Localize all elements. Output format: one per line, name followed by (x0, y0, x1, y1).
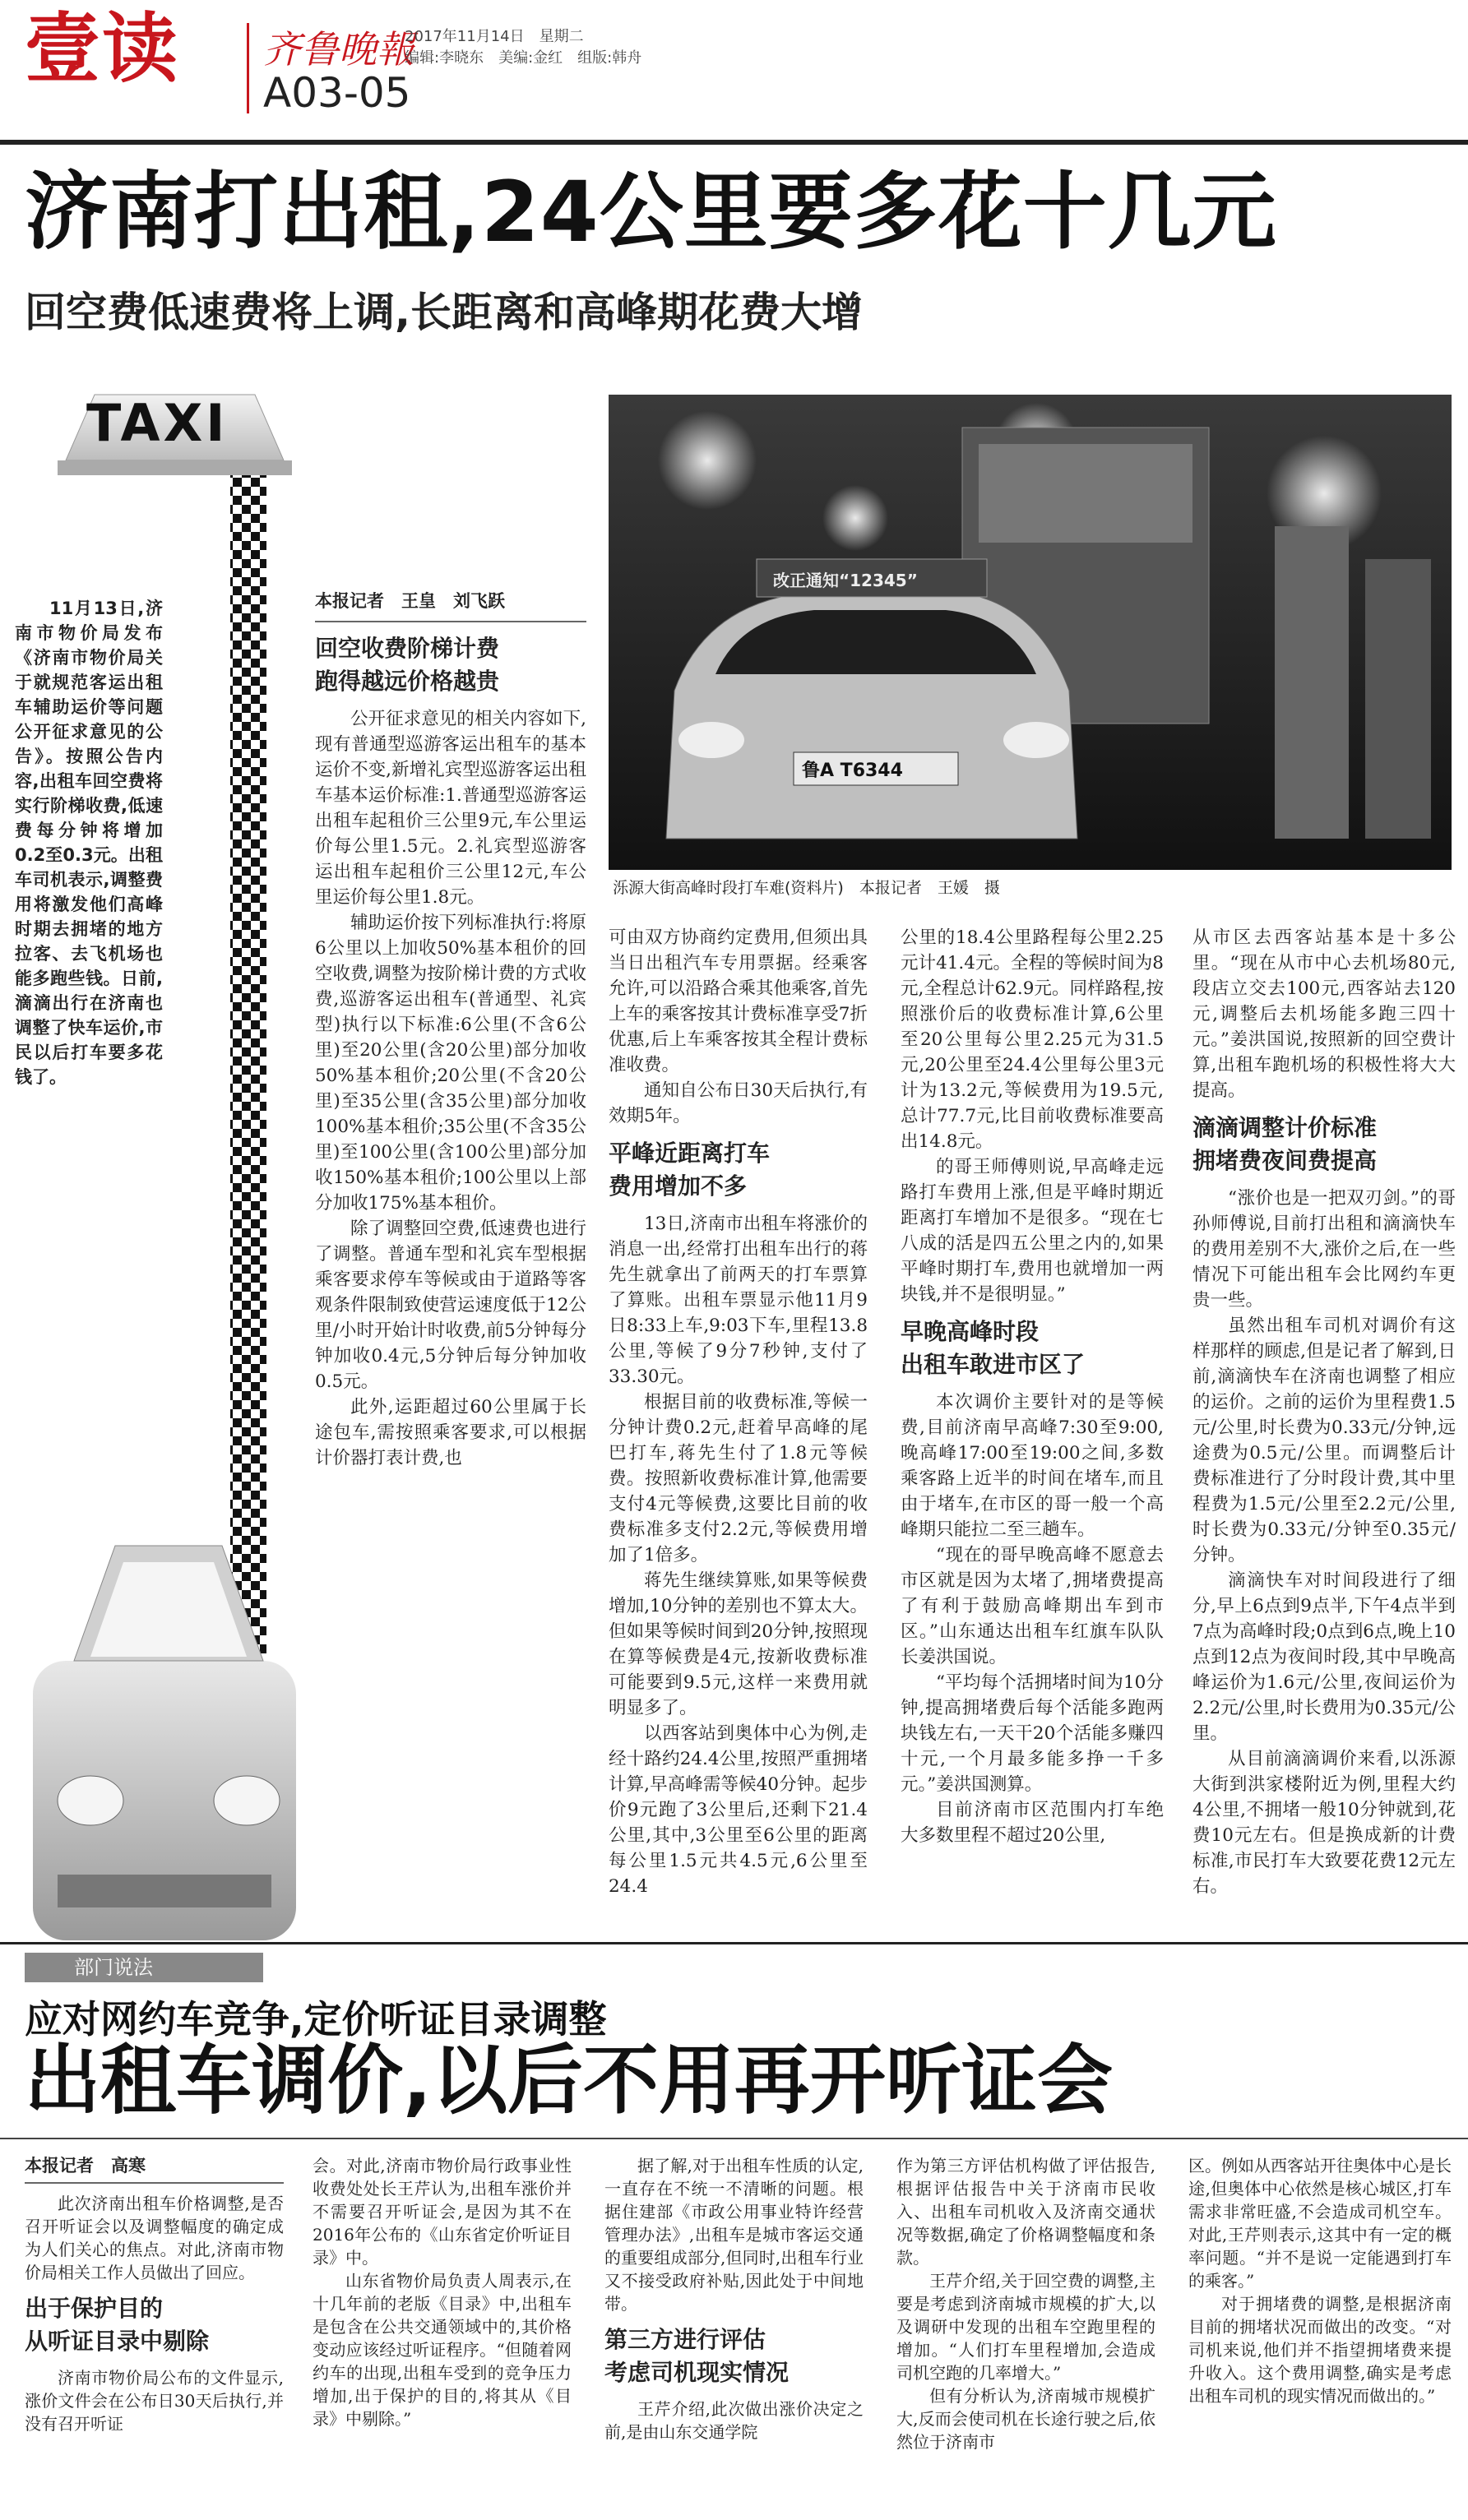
paragraph: 目前济南市区范围内打车绝大多数里程不超过20公里, (901, 1800, 1164, 1846)
kicker: 应对网约车竞争,定价听证目录调整 (25, 1997, 607, 2041)
article2-col3 (604, 2154, 864, 2444)
article1-col4 (1192, 925, 1456, 1899)
header-rule (0, 140, 1468, 145)
subheading-peak-hours: 早晚高峰时段 出租车敢进市区了 (901, 1318, 1086, 1378)
paragraph: 13日,济南市出租车将涨价的消息一出,经常打出租车出行的蒋先生就拿出了前两天的打车票算了算账。出租车票显示他11月9日8:33上车,9:03下车,里程13.8公里,等候了9分7秒钟,支付了33.30元。 (609, 1214, 868, 1387)
taxi-sign-text: TAXI (86, 393, 229, 453)
photo-roof-sign: 改正通知“12345” (773, 571, 918, 590)
subheading-didi: 滴滴调整计价标准 拥堵费夜间费提高 (1192, 1114, 1378, 1174)
paragraph: 除了调整回空费,低速费也进行了调整。普通车型和礼宾车型根据乘客要求停车等候或由于道路等客观条件限制致使营运速度低于12公里/小时开始计时收费,前5分钟每分钟加收0.4元,5分钟后每分钟加收0.5元。 (315, 1218, 586, 1392)
article2-col5 (1188, 2154, 1452, 2407)
paragraph: 公里的18.4公里路程每公里2.25元计41.4元。全程的等候时间为8元,全程总计62.9元。同样路程,按照涨价后的收费标准计算,6公里至20公里每公里2.25元为31.5元,20公里至24.4公里每公里3元计为13.2元,等候费用为19.5元,总计77.7元,比目前收费标准要高出14.8元。 (901, 927, 1164, 1152)
main-headline: 济南打出租,24公里要多花十几元 (25, 164, 1277, 261)
paragraph: 从目前滴滴调价来看,以泺源大街到洪家楼附近为例,里程大约4公里,不拥堵一般10分钟就到,花费10元左右。但是换成新的计费标准,市民打车大致要花费12元左右。 (1192, 1749, 1456, 1897)
paragraph: “涨价也是一把双刃剑。”的哥孙师傅说,目前打出租和滴滴快车的费用差别不大,涨价之后,在一些情况下可能出租车会比网约车更贵一些。 (1192, 1188, 1456, 1311)
paragraph: 从市区去西客站基本是十多公里。“现在从市中心去机场80元,段店立交去100元,西客站去120元,调整后去机场能多跑三四十元。”姜洪国说,按照新的回空费计算,出租车跑机场的积极性将大大提高。 (1192, 927, 1456, 1101)
paragraph: 会。对此,济南市物价局行政事业性收费处处长王芹认为,出租车涨价并不需要召开听证会,是因为其不在2016年公布的《山东省定价听证目录》中。 (313, 2156, 572, 2268)
paragraph: 根据目前的收费标准,等候一分钟计费0.2元,赶着早高峰的尾巴打车,蒋先生付了1.8元等候费。按照新收费标准计算,他需要支付4元等候费,这要比目前的收费标准多支付2.2元,等候费用增加了1倍多。 (609, 1392, 868, 1565)
paragraph: 以西客站到奥体中心为例,走经十路约24.4公里,按照严重拥堵计算,早高峰需等候40分钟。起步价9元跑了3公里后,还剩下21.4公里,其中,3公里至6公里的距离每公里1.5元共4.5元,6公里至24.4 (609, 1723, 868, 1897)
paragraph: 山东省物价局负责人周表示,在十几年前的老版《目录》中,出租车是包含在公共交通领域中的,其价格变动应该经过听证程序。“但随着网约车的出现,出租车受到的竞争压力增加,出于保护的目的,将其从《目录》中剔除。” (313, 2271, 572, 2429)
paragraph: 区。例如从西客站开往奥体中心是长途,但奥体中心依然是核心城区,打车需求非常旺盛,不会造成司机空车。对此,王芹则表示,这其中有一定的概率问题。“并不是说一定能遇到打车的乘客。” (1188, 2156, 1452, 2291)
date-line: 2017年11月14日 星期二 (405, 28, 584, 45)
paragraph: 此次济南出租车价格调整,是否召开听证会以及调整幅度的确定成为人们关心的焦点。对此,济南市物价局相关工作人员做出了回应。 (25, 2194, 284, 2282)
subheading-off-peak: 平峰近距离打车 费用增加不多 (609, 1140, 771, 1200)
paragraph: 虽然出租车司机对调价有这样那样的顾虑,但是记者了解到,日前,滴滴快车在济南也调整了相应的运价。之前的运价为里程费1.5元/公里,时长费为0.33元/分钟,远途费为0.5元/公里。而调整后计费标准进行了分时段计费,其中里程费为1.5元/公里至2.2元/公里,时长费为0.33元/分钟至0.35元/分钟。 (1192, 1315, 1456, 1565)
subheading-removed: 出于保护目的 从听证目录中剔除 (25, 2295, 210, 2355)
paragraph: 的哥王师傅则说,早高峰走远路打车费用上涨,但是平峰时期近距离打车增加不是很多。“现在七八成的活是四五公里之内的,如果平峰时期打车,费用也就增加一两块钱,并不是很明显。” (901, 1157, 1164, 1305)
dept-label: 部门说法 (25, 1953, 263, 1982)
paragraph: 本次调价主要针对的是等候费,目前济南早高峰7:30至9:00,晚高峰17:00至19:00之间,多数乘客路上近半的时间在堵车,而且由于堵车,在市区的哥一般一个高峰期只能拉二至三趟车。 (901, 1392, 1164, 1540)
headline2-rule (0, 2138, 1468, 2139)
paragraph: 此外,运距超过60公里属于长途包车,需按照乘客要求,可以根据计价器打表计费,也 (315, 1397, 586, 1468)
article2-col1 (25, 2154, 284, 2435)
article1-col2 (609, 925, 868, 1899)
paragraph: 通知自公布日30天后执行,有效期5年。 (609, 1080, 868, 1126)
article2-col2 (313, 2154, 572, 2430)
paragraph: 王芹介绍,关于回空费的调整,主要是考虑到济南城市规模的扩大,以及调研中发现的出租车空跑里程的增加。“人们打车里程增加,会造成司机空跑的几率增大。” (896, 2271, 1155, 2383)
paragraph: “平均每个活拥堵时间为10分钟,提高拥堵费后每个活能多跑两块钱左右,一天干20个活能多赚四十元,一个月最多能多挣一千多元。”姜洪国测算。 (901, 1672, 1164, 1795)
intro-text (15, 596, 163, 1089)
byline: 本报记者 王皇 刘飞跃 (315, 591, 505, 611)
photo (609, 395, 1452, 870)
paragraph: 据了解,对于出租车性质的认定,一直存在不统一不清晰的问题。根据住建部《市政公用事业特许经营管理办法》,出租车是城市客运交通的重要组成部分,但同时,出租车行业又不接受政府补贴,因此处于中间地带。 (604, 2156, 864, 2314)
paragraph: 可由双方协商约定费用,但须出具当日出租汽车专用票据。经乘客允许,可以沿路合乘其他乘客,首先上车的乘客按其计费标准享受7折优惠,后上车乘客按其全程计费标准收费。 (609, 927, 868, 1075)
night-street-photo (609, 395, 1452, 870)
byline-2: 本报记者 高寒 (25, 2156, 146, 2176)
subheading-tiered-fee: 回空收费阶梯计费 跑得越远价格越贵 (315, 635, 500, 695)
article2-col4 (896, 2154, 1155, 2453)
intro-paragraph: 11月13日,济南市物价局发布《济南市物价局关于就规范客运出租车辅助运价等问题公开征求意见的公告》。按照公告内容,出租车回空费将实行阶梯收费,低速费每分钟将增加0.2至0.3元。出租车司机表示,调整费用将激发他们高峰时期去拥堵的地方拉客、去飞机场也能多跑些钱。日前,滴滴出行在济南也调整了快车运价,市民以后打车要多花钱了。 (15, 599, 163, 1087)
paragraph: 对于拥堵费的调整,是根据济南目前的拥堵状况而做出的改变。“对司机来说,他们并不指望拥堵费来提升收入。这个费用调整,确实是考虑出租车司机的现实情况而做出的。” (1188, 2294, 1452, 2406)
header-divider (247, 23, 249, 113)
section-title: 壹读 (25, 5, 180, 93)
paragraph: 王芹介绍,此次做出涨价决定之前,是由山东交通学院 (604, 2399, 864, 2442)
paragraph: 滴滴快车对时间段进行了细分,早上6点到9点半,下午4点半到7点为高峰时段;0点到6点,晚上10点到12点为夜间时段,其中早晚高峰运价为1.6元/公里,夜间运价为2.2元/公里,时长费用为0.35元/公里。 (1192, 1570, 1456, 1744)
article1-col3 (901, 925, 1164, 1848)
paragraph: 辅助运价按下列标准执行:将原6公里以上加收50%基本租价的回空收费,调整为按阶梯计费的方式收费,巡游客运出租车(普通型、礼宾型)执行以下标准:6公里(不含6公里)至20公里(含20公里)部分加收50%基本租价;20公里(不含20公里)至35公里(含35公里)部分加收100%基本租价;35公里(不含35公里)至100公里(含100公里)部分加收150%基本租价;100公里以上部分加收175%基本租价。 (315, 913, 586, 1214)
photo-plate: 鲁A T6344 (802, 761, 903, 781)
paper-logo: 齐鲁晚報 (263, 27, 414, 72)
paragraph: 蒋先生继续算账,如果等候费增加,10分钟的差别也不算太大。但如果等候时间到20分钟,按照现在算等候费是4元,按新收费标准可能要到9.5元,这样一来费用就明显多了。 (609, 1570, 868, 1718)
subheading-third-party: 第三方进行评估 考虑司机现实情况 (604, 2326, 790, 2386)
byline2-rule (25, 2182, 284, 2184)
photo-caption: 泺源大街高峰时段打车难(资料片) 本报记者 王媛 摄 (613, 879, 1000, 897)
headline-2: 出租车调价,以后不用再开听证会 (25, 2037, 1113, 2125)
article1-col1 (315, 589, 586, 1471)
paragraph: 作为第三方评估机构做了评估报告,根据评估报告中关于济南市民收入、出租车司机收入及济南交通状况等数据,确定了价格调整幅度和条款。 (896, 2156, 1155, 2268)
paragraph: “现在的哥早晚高峰不愿意去市区就是因为太堵了,拥堵费提高了有利于鼓励高峰期出车到市区。”山东通达出租车红旗车队队长姜洪国说。 (901, 1545, 1164, 1667)
byline-rule (315, 621, 586, 622)
section-rule (0, 1942, 1468, 1944)
paragraph: 济南市物价局公布的文件显示,涨价文件会在公布日30天后执行,并没有召开听证 (25, 2368, 284, 2434)
page-number: A03-05 (263, 69, 411, 117)
sub-headline: 回空费低速费将上调,长距离和高峰期花费大增 (25, 289, 863, 336)
editors-line: 编辑:李晓东 美编:金红 组版:韩舟 (405, 49, 642, 67)
paragraph: 但有分析认为,济南城市规模扩大,反而会使司机在长途行驶之后,依然位于济南市 (896, 2386, 1155, 2452)
paragraph: 公开征求意见的相关内容如下,现有普通型巡游客运出租车的基本运价不变,新增礼宾型巡游客运出租车基本运价标准:1.普通型巡游客运出租车起租价三公里9元,车公里运价每公里1.5元。2.礼宾型巡游客运出租车起租价三公里12元,车公里运价每公里1.8元。 (315, 709, 586, 908)
